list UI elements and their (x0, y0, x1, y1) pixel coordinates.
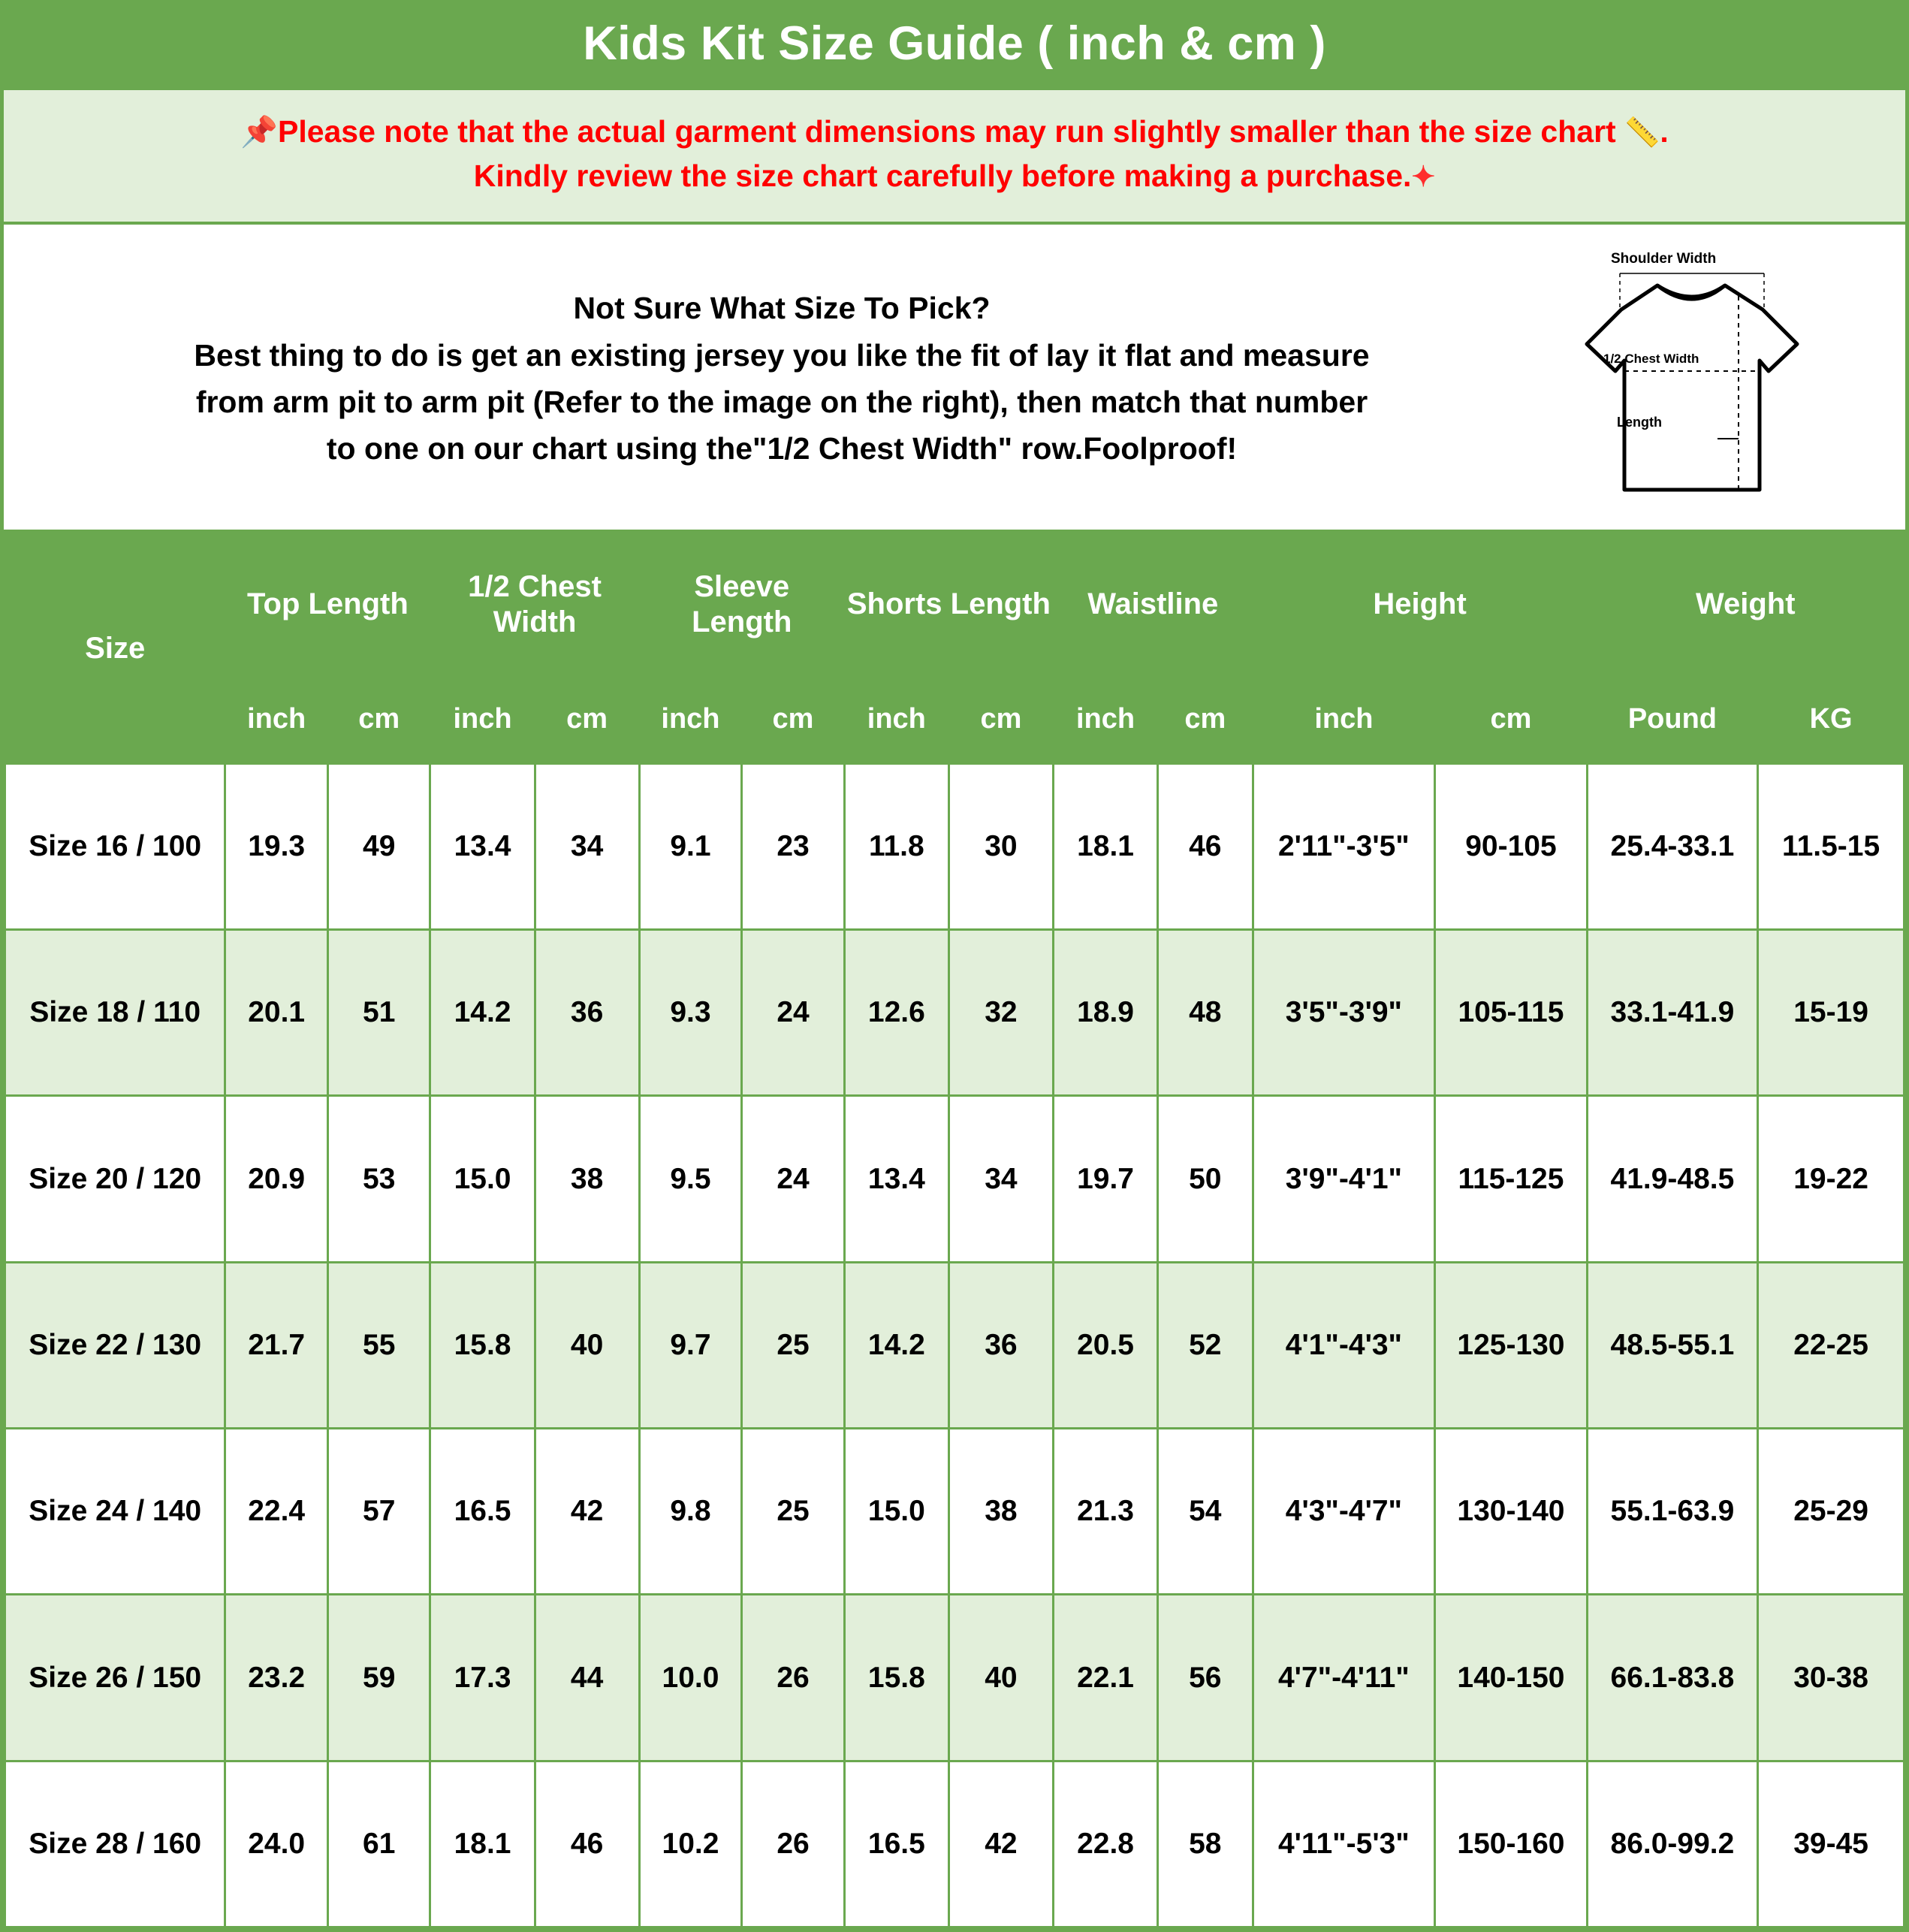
cell-top-length-inch: 20.1 (225, 930, 328, 1096)
cell-sleeve-cm: 25 (742, 1429, 845, 1595)
cell-chest-cm: 36 (535, 930, 639, 1096)
cell-sleeve-cm: 24 (742, 1096, 845, 1262)
table-row (5, 1761, 1904, 1927)
cell-sleeve-cm: 24 (742, 930, 845, 1096)
cell-waist-cm: 46 (1158, 763, 1253, 929)
cell-size: Size 22 / 130 (5, 1262, 225, 1428)
warning-note (4, 90, 1905, 225)
cell-chest-inch: 14.2 (430, 930, 535, 1096)
cell-weight-pound: 41.9-48.5 (1587, 1096, 1758, 1262)
cell-chest-cm: 38 (535, 1096, 639, 1262)
cell-sleeve-cm: 23 (742, 763, 845, 929)
cell-weight-pound: 55.1-63.9 (1587, 1429, 1758, 1595)
cell-size: Size 24 / 140 (5, 1429, 225, 1595)
unit-chest-cm: cm (535, 675, 639, 763)
cell-height-inch: 4'7"-4'11" (1253, 1595, 1435, 1761)
pushpin-icon: 📌 (240, 116, 278, 149)
cell-height-inch: 4'1"-4'3" (1253, 1262, 1435, 1428)
cell-chest-cm: 40 (535, 1262, 639, 1428)
unit-height-inch: inch (1253, 675, 1435, 763)
header-weight: Weight (1587, 533, 1904, 675)
cell-top-length-inch: 22.4 (225, 1429, 328, 1595)
unit-height-cm: cm (1435, 675, 1587, 763)
cell-height-cm: 105-115 (1435, 930, 1587, 1096)
cell-waist-cm: 50 (1158, 1096, 1253, 1262)
cell-sleeve-inch: 9.1 (639, 763, 742, 929)
cell-chest-inch: 16.5 (430, 1429, 535, 1595)
cell-size: Size 16 / 100 (5, 763, 225, 929)
cell-sleeve-inch: 10.0 (639, 1595, 742, 1761)
cell-sleeve-inch: 9.7 (639, 1262, 742, 1428)
cell-height-inch: 2'11"-3'5" (1253, 763, 1435, 929)
sparkle-icon: ✦ (1411, 162, 1436, 194)
cell-shorts-inch: 16.5 (844, 1761, 948, 1927)
cell-weight-kg: 22-25 (1758, 1262, 1904, 1428)
cell-shorts-inch: 12.6 (844, 930, 948, 1096)
cell-shorts-cm: 32 (948, 930, 1053, 1096)
header-sleeve-length: Sleeve Length (639, 533, 844, 675)
unit-waist-cm: cm (1158, 675, 1253, 763)
unit-top-length-inch: inch (225, 675, 328, 763)
cell-shorts-cm: 34 (948, 1096, 1053, 1262)
unit-sleeve-inch: inch (639, 675, 742, 763)
cell-chest-cm: 46 (535, 1761, 639, 1927)
cell-weight-kg: 11.5-15 (1758, 763, 1904, 929)
table-head (5, 533, 1904, 763)
cell-top-length-cm: 59 (327, 1595, 430, 1761)
cell-sleeve-inch: 9.5 (639, 1096, 742, 1262)
page-title: Kids Kit Size Guide ( inch & cm ) (4, 4, 1905, 90)
cell-top-length-inch: 20.9 (225, 1096, 328, 1262)
cell-weight-pound: 66.1-83.8 (1587, 1595, 1758, 1761)
cell-height-cm: 115-125 (1435, 1096, 1587, 1262)
unit-weight-pound: Pound (1587, 675, 1758, 763)
cell-weight-pound: 48.5-55.1 (1587, 1262, 1758, 1428)
cell-waist-inch: 18.9 (1053, 930, 1157, 1096)
size-table (4, 533, 1905, 1928)
unit-shorts-cm: cm (948, 675, 1053, 763)
cell-sleeve-inch: 9.3 (639, 930, 742, 1096)
table-header-units (5, 675, 1904, 763)
cell-weight-kg: 19-22 (1758, 1096, 1904, 1262)
shoulder-width-label: Shoulder Width (1611, 250, 1717, 267)
cell-size: Size 20 / 120 (5, 1096, 225, 1262)
advice-section (4, 225, 1905, 533)
size-table-area (4, 533, 1905, 1928)
cell-chest-inch: 15.8 (430, 1262, 535, 1428)
warning-note-line-1: Please note that the actual garment dimensions may run slightly smaller than the size chart (277, 114, 1616, 149)
cell-height-inch: 3'9"-4'1" (1253, 1096, 1435, 1262)
unit-top-length-cm: cm (327, 675, 430, 763)
advice-line-1: Not Sure What Size To Pick? (573, 291, 991, 326)
cell-top-length-cm: 55 (327, 1262, 430, 1428)
cell-waist-inch: 21.3 (1053, 1429, 1157, 1595)
cell-waist-inch: 19.7 (1053, 1096, 1157, 1262)
cell-top-length-inch: 24.0 (225, 1761, 328, 1927)
cell-shorts-cm: 40 (948, 1595, 1053, 1761)
cell-waist-inch: 20.5 (1053, 1262, 1157, 1428)
ruler-icon: 📏 (1624, 117, 1660, 149)
header-waistline: Waistline (1053, 533, 1253, 675)
cell-size: Size 28 / 160 (5, 1761, 225, 1927)
advice-line-2: Best thing to do is get an existing jersey you like the fit of lay it flat and measure (194, 337, 1370, 373)
table-row (5, 1595, 1904, 1761)
advice-line-3: from arm pit to arm pit (Refer to the image on the right), then match that number (195, 384, 1368, 419)
cell-shorts-inch: 15.0 (844, 1429, 948, 1595)
cell-height-inch: 4'3"-4'7" (1253, 1429, 1435, 1595)
cell-shorts-inch: 14.2 (844, 1262, 948, 1428)
header-half-chest-width: 1/2 Chest Width (430, 533, 639, 675)
unit-shorts-inch: inch (844, 675, 948, 763)
cell-chest-inch: 15.0 (430, 1096, 535, 1262)
cell-shorts-inch: 13.4 (844, 1096, 948, 1262)
cell-height-cm: 90-105 (1435, 763, 1587, 929)
cell-sleeve-cm: 26 (742, 1761, 845, 1927)
unit-waist-inch: inch (1053, 675, 1157, 763)
cell-waist-cm: 52 (1158, 1262, 1253, 1428)
cell-chest-cm: 42 (535, 1429, 639, 1595)
warning-note-period: . (1660, 114, 1669, 149)
cell-waist-cm: 54 (1158, 1429, 1253, 1595)
table-row (5, 1096, 1904, 1262)
cell-sleeve-inch: 9.8 (639, 1429, 742, 1595)
cell-top-length-cm: 49 (327, 763, 430, 929)
cell-sleeve-cm: 26 (742, 1595, 845, 1761)
header-size: Size (5, 533, 225, 763)
cell-top-length-cm: 53 (327, 1096, 430, 1262)
cell-sleeve-cm: 25 (742, 1262, 845, 1428)
cell-waist-cm: 58 (1158, 1761, 1253, 1927)
cell-height-cm: 150-160 (1435, 1761, 1587, 1927)
cell-height-inch: 4'11"-5'3" (1253, 1761, 1435, 1927)
cell-waist-cm: 48 (1158, 930, 1253, 1096)
cell-weight-pound: 25.4-33.1 (1587, 763, 1758, 929)
cell-top-length-cm: 61 (327, 1761, 430, 1927)
cell-shorts-cm: 36 (948, 1262, 1053, 1428)
unit-weight-kg: KG (1758, 675, 1904, 763)
cell-chest-inch: 13.4 (430, 763, 535, 929)
header-top-length: Top Length (225, 533, 430, 675)
cell-shorts-cm: 38 (948, 1429, 1053, 1595)
cell-weight-kg: 30-38 (1758, 1595, 1904, 1761)
cell-weight-pound: 33.1-41.9 (1587, 930, 1758, 1096)
cell-top-length-cm: 51 (327, 930, 430, 1096)
warning-note-line-2: Kindly review the size chart carefully before making a purchase. (473, 158, 1412, 194)
tshirt-icon (1575, 251, 1823, 506)
cell-chest-cm: 34 (535, 763, 639, 929)
unit-chest-inch: inch (430, 675, 535, 763)
header-height: Height (1253, 533, 1587, 675)
cell-size: Size 18 / 110 (5, 930, 225, 1096)
length-label: Length (1617, 414, 1662, 430)
cell-chest-inch: 17.3 (430, 1595, 535, 1761)
cell-top-length-inch: 21.7 (225, 1262, 328, 1428)
cell-top-length-inch: 19.3 (225, 763, 328, 929)
table-row (5, 1262, 1904, 1428)
advice-line-4: to one on our chart using the"1/2 Chest Width" row.Foolproof! (326, 431, 1238, 466)
cell-chest-inch: 18.1 (430, 1761, 535, 1927)
cell-top-length-cm: 57 (327, 1429, 430, 1595)
table-row (5, 1429, 1904, 1595)
unit-sleeve-cm: cm (742, 675, 845, 763)
cell-top-length-inch: 23.2 (225, 1595, 328, 1761)
cell-chest-cm: 44 (535, 1595, 639, 1761)
chest-width-label: 1/2 Chest Width (1603, 351, 1699, 366)
header-shorts-length: Shorts Length (844, 533, 1053, 675)
table-row (5, 763, 1904, 929)
cell-weight-kg: 15-19 (1758, 930, 1904, 1096)
cell-weight-kg: 39-45 (1758, 1761, 1904, 1927)
cell-size: Size 26 / 150 (5, 1595, 225, 1761)
cell-waist-inch: 18.1 (1053, 763, 1157, 929)
advice-text (19, 285, 1537, 472)
cell-shorts-inch: 11.8 (844, 763, 948, 929)
cell-shorts-cm: 42 (948, 1761, 1053, 1927)
cell-weight-kg: 25-29 (1758, 1429, 1904, 1595)
cell-height-cm: 130-140 (1435, 1429, 1587, 1595)
table-row (5, 930, 1904, 1096)
cell-weight-pound: 86.0-99.2 (1587, 1761, 1758, 1927)
table-body (5, 763, 1904, 1927)
tshirt-diagram (1537, 251, 1890, 506)
table-header-groups (5, 533, 1904, 675)
cell-waist-inch: 22.8 (1053, 1761, 1157, 1927)
cell-shorts-inch: 15.8 (844, 1595, 948, 1761)
cell-height-cm: 125-130 (1435, 1262, 1587, 1428)
cell-height-cm: 140-150 (1435, 1595, 1587, 1761)
cell-waist-cm: 56 (1158, 1595, 1253, 1761)
cell-waist-inch: 22.1 (1053, 1595, 1157, 1761)
cell-height-inch: 3'5"-3'9" (1253, 930, 1435, 1096)
cell-sleeve-inch: 10.2 (639, 1761, 742, 1927)
cell-shorts-cm: 30 (948, 763, 1053, 929)
